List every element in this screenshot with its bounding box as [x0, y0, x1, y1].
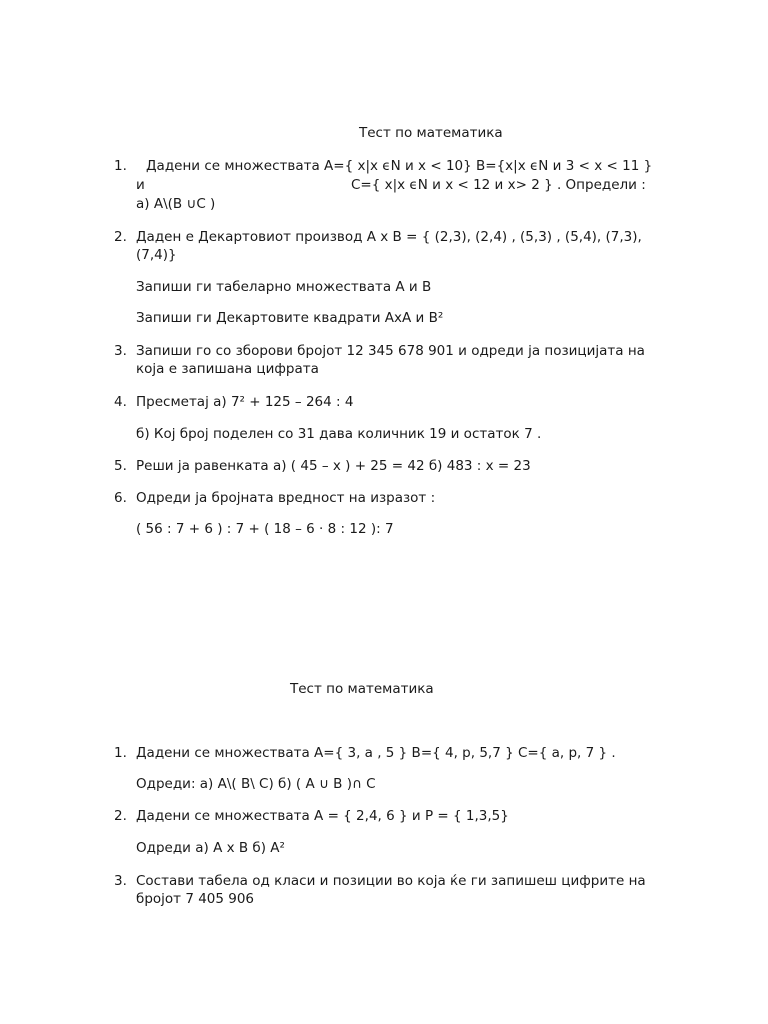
- test1-q2-sub2: Запиши ги Декартовите квадрати АхА и В²: [136, 310, 444, 326]
- test2-q1-line1: Дадени се множествата A={ 3, a , 5 } B={ 4, p, 5,7 } C={ a, p, 7 } .: [136, 745, 616, 761]
- test1-q4-number: 4.: [114, 394, 127, 410]
- test2-q3-line2: бројот 7 405 906: [136, 891, 255, 907]
- test1-q2-sub1: Запиши ги табеларно множествата А и В: [136, 279, 432, 295]
- test1-q1-line2a: и: [136, 177, 145, 193]
- test1-q4-sub1: б) Кој број поделен со 31 дава количник 19 и остаток 7 .: [136, 426, 542, 442]
- test1-q1-line3: а) A\(B ∪C ): [136, 196, 216, 212]
- test1-q1-line1: Дадени се множествата A={ x|x ϵN и x < 10} B={x|x ϵN и 3 < x < 11 }: [146, 158, 653, 174]
- test1-q3-number: 3.: [114, 343, 127, 359]
- test1-q1-line2b: C={ x|x ϵN и x < 12 и x> 2 } . Определи :: [351, 177, 646, 193]
- test2-q1-sub1: Одреди: а) A\( B\ C) б) ( A ∪ B )∩ C: [136, 776, 376, 792]
- test2-q2-line1: Дадени се множествата A = { 2,4, 6 } и P = { 1,3,5}: [136, 808, 509, 824]
- test1-q6-sub1: ( 56 : 7 + 6 ) : 7 + ( 18 – 6 · 8 : 12 ): 7: [136, 521, 394, 537]
- test1-q3-line1: Запиши го со зборови бројот 12 345 678 901 и одреди ја позицијата на: [136, 343, 645, 359]
- test1-q6-number: 6.: [114, 490, 127, 506]
- test1-q2-line1: Даден е Декартовиот производ A x B = { (2,3), (2,4) , (5,3) , (5,4), (7,3),: [136, 229, 642, 245]
- test1-q4-line1: Пресметај а) 7² + 125 – 264 : 4: [136, 394, 354, 410]
- test2-title: Тест по математика: [290, 681, 434, 697]
- test1-q5-line1: Реши ја равенката а) ( 45 – x ) + 25 = 42 б) 483 : x = 23: [136, 458, 531, 474]
- test2-q2-sub1: Одреди а) A x B б) A²: [136, 840, 285, 856]
- test1-q2-number: 2.: [114, 229, 127, 245]
- test2-q3-line1: Состави табела од класи и позиции во која ќе ги запишеш цифрите на: [136, 873, 646, 889]
- test1-q5-number: 5.: [114, 458, 127, 474]
- test1-q6-line1: Одреди ја бројната вредност на изразот :: [136, 490, 436, 506]
- test2-q2-number: 2.: [114, 808, 127, 824]
- test1-q2-line2: (7,4)}: [136, 247, 177, 263]
- test1-q3-line2: која е запишана цифрата: [136, 361, 319, 377]
- test1-title: Тест по математика: [359, 125, 503, 141]
- test2-q1-number: 1.: [114, 745, 127, 761]
- test1-q1-number: 1.: [114, 158, 127, 174]
- test2-q3-number: 3.: [114, 873, 127, 889]
